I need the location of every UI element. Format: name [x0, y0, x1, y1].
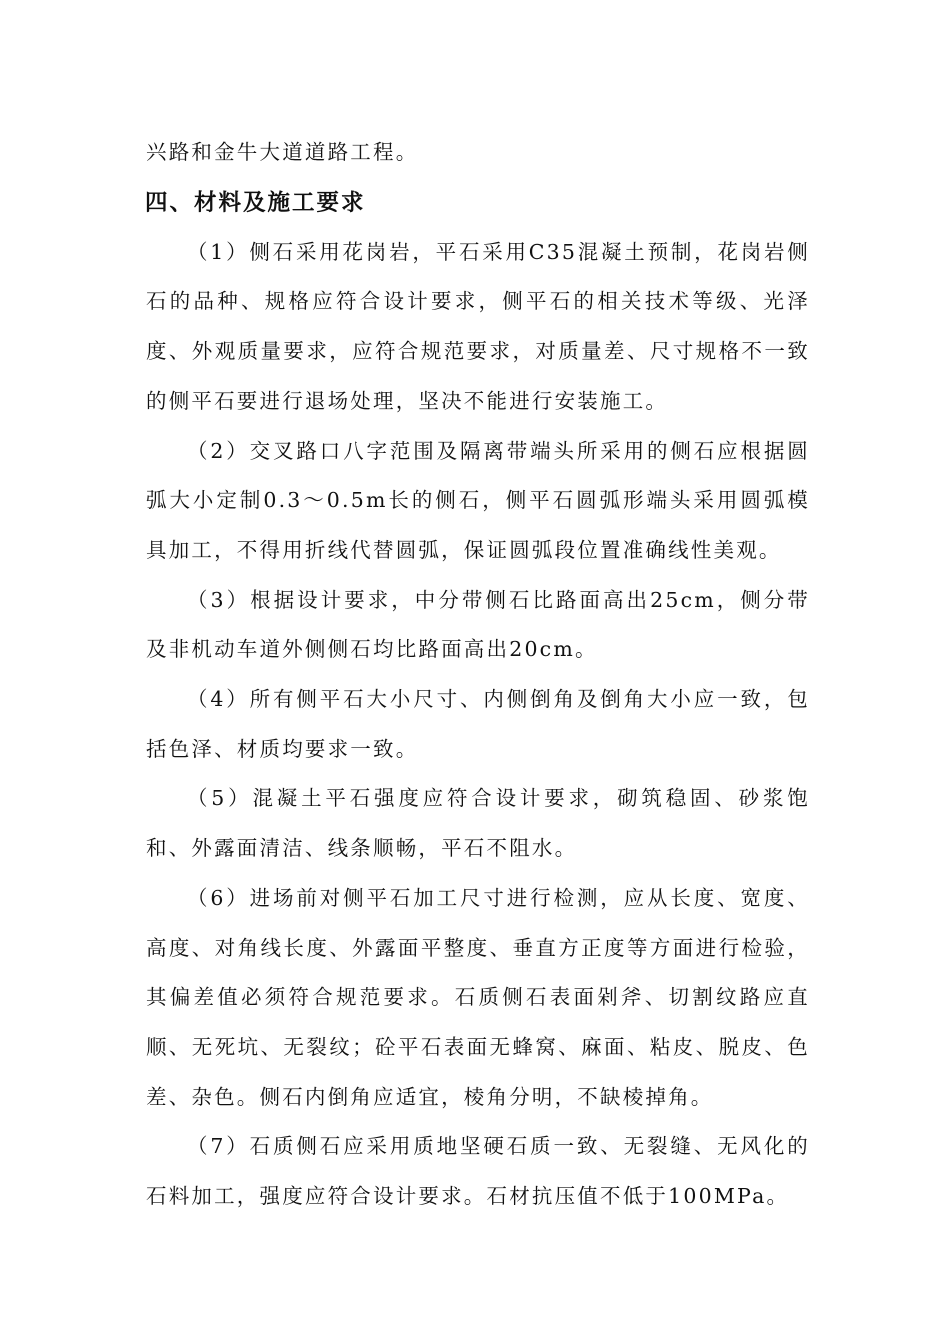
paragraph-1: （1）侧石采用花岗岩，平石采用C35混凝土预制，花岗岩侧石的品种、规格应符合设计要求，侧平石的相关技术等级、光泽度、外观质量要求，应符合规范要求，对质量差、尺寸规格不一致的侧平石要进行退场处理，坚决不能进行安装施工。 [146, 239, 810, 413]
paragraph-3: （3）根据设计要求，中分带侧石比路面高出25cm，侧分带及非机动车道外侧侧石均比路面高出20cm。 [146, 587, 810, 662]
paragraph-5: （5）混凝土平石强度应符合设计要求，砌筑稳固、砂浆饱和、外露面清洁、线条顺畅，平石不阻水。 [146, 786, 810, 861]
paragraph-2: （2）交叉路口八字范围及隔离带端头所采用的侧石应根据圆弧大小定制0.3～0.5m长的侧石，侧平石圆弧形端头采用圆弧模具加工，不得用折线代替圆弧，保证圆弧段位置准确线性美观。 [146, 438, 810, 562]
continuation-text: 兴路和金牛大道道路工程。 [146, 140, 419, 164]
paragraph-4: （4）所有侧平石大小尺寸、内侧倒角及倒角大小应一致，包括色泽、材质均要求一致。 [146, 687, 810, 761]
document-body [146, 128, 810, 1222]
section-heading: 四、材料及施工要求 [145, 189, 366, 216]
paragraph-6: （6）进场前对侧平石加工尺寸进行检测，应从长度、宽度、高度、对角线长度、外露面平整度、垂直方正度等方面进行检验，其偏差值必须符合规范要求。石质侧石表面剁斧、切割纹路应直顺、无死坑、无裂纹；砼平石表面无蜂窝、麻面、粘皮、脱皮、色差、杂色。侧石内倒角应适宜，棱角分明，不缺棱掉角。 [146, 885, 810, 1109]
paragraph-7: （7）石质侧石应采用质地坚硬石质一致、无裂缝、无风化的石料加工，强度应符合设计要求。石材抗压值不低于100MPa。 [146, 1134, 810, 1209]
